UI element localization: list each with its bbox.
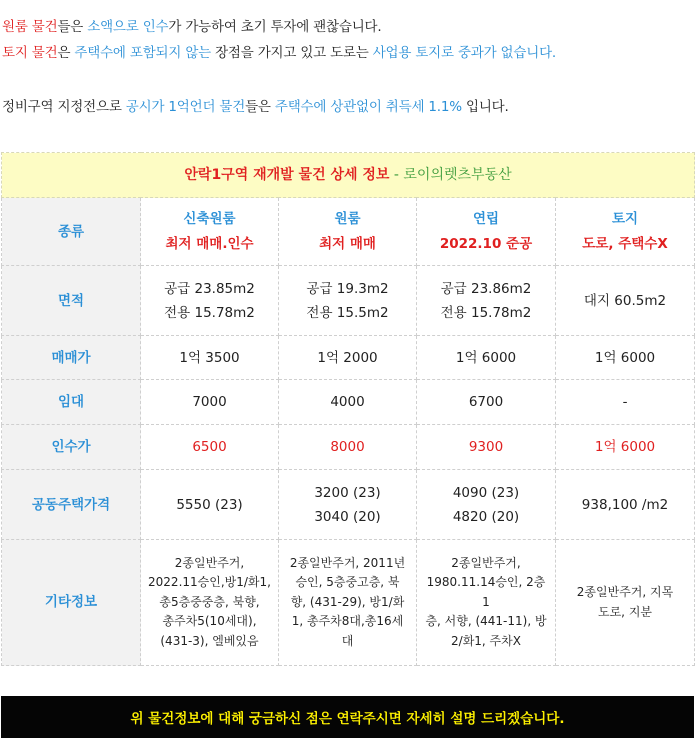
table-row-type [2, 198, 695, 266]
cell-line: 전용 15.5m2 [306, 304, 389, 321]
cell-line: 4820 (20) [452, 508, 520, 525]
table-cell: 1억 6000 [417, 336, 556, 380]
table-cell: 1억 6000 [556, 336, 695, 380]
table-row-rent [2, 380, 695, 425]
cell-line: 향, (431-29), 방1/화 [290, 594, 405, 609]
intro-text [2, 14, 692, 120]
column-header [141, 198, 279, 266]
highlight-text: 주택수에 상관없이 취득세 1.1% [274, 99, 462, 115]
table-cell: 8000 [279, 425, 417, 470]
column-name: 신축원룸 [183, 210, 236, 227]
column-name: 원룸 [334, 210, 361, 227]
cell-line: 2/화1, 주차X [451, 633, 521, 648]
table-cell [279, 266, 417, 336]
table-row-public-price [2, 470, 695, 540]
highlight-text: 토지 물건 [2, 45, 58, 61]
cell-line: 1, 총주차8대,총16세 [291, 614, 404, 629]
highlight-text: 주택수에 포함되지 않는 [74, 45, 211, 61]
table-title [2, 153, 695, 198]
cell-line: 공급 23.86m2 [440, 280, 532, 297]
highlight-text: 공시가 1억언더 물건 [125, 99, 246, 115]
column-note: 최저 매매 [319, 235, 376, 252]
cell-line: 2종일반주거, 지목 [576, 585, 674, 599]
table-cell: 1억 6000 [556, 425, 695, 470]
table-cell [556, 266, 695, 336]
row-label-rent: 임대 [2, 380, 141, 425]
table-row-price [2, 336, 695, 380]
cell-line: 2022.11승인,방1/화1, [148, 575, 271, 590]
property-info-table [1, 152, 695, 666]
cell-line: 대 [341, 633, 354, 648]
highlight-text: 원룸 물건 [2, 19, 58, 35]
highlight-text: 사업용 토지로 중과가 없습니다. [372, 45, 557, 61]
plain-text: 장점을 가지고 있고 도로는 [211, 45, 373, 61]
table-cell [141, 540, 279, 666]
cell-line: 전용 15.78m2 [164, 304, 255, 321]
row-label-takeover: 인수가 [2, 425, 141, 470]
cell-line: 938,100 /m2 [581, 496, 669, 513]
table-cell [141, 266, 279, 336]
row-label-price: 매매가 [2, 336, 141, 380]
cell-line: 4090 (23) [452, 484, 520, 501]
table-cell: 9300 [417, 425, 556, 470]
column-name: 토지 [611, 210, 639, 227]
row-label-public-price: 공동주택가격 [2, 470, 141, 540]
column-header [417, 198, 556, 266]
cell-line: 3040 (20) [314, 508, 381, 525]
table-title-text: 안락1구역 재개발 물건 상세 정보 [184, 167, 390, 183]
table-row-takeover [2, 425, 695, 470]
column-header [279, 198, 417, 266]
row-label-area: 면적 [2, 266, 141, 336]
contact-banner-text: 위 물건정보에 대해 궁금하신 점은 연락주시면 자세히 설명 드리겠습니다. [130, 711, 565, 727]
table-title-source: - 로이의렛츠부동산 [389, 167, 512, 183]
plain-text: 입니다. [461, 99, 509, 115]
table-cell [417, 540, 556, 666]
table-cell [556, 540, 695, 666]
column-note: 2022.10 준공 [439, 235, 533, 252]
table-cell: 4000 [279, 380, 417, 425]
intro-line-1 [2, 14, 692, 40]
plain-text: 들은 [57, 19, 88, 35]
cell-line: 1980.11.14승인, 2층1 [426, 575, 546, 609]
table-cell: 7000 [141, 380, 279, 425]
column-name: 연립 [472, 210, 500, 227]
cell-line: 2종일반주거, [174, 555, 245, 570]
cell-line: 전용 15.78m2 [440, 304, 532, 321]
row-label-type: 종류 [2, 198, 141, 266]
table-cell [279, 540, 417, 666]
cell-line: 총주차5(10세대), [162, 614, 257, 629]
cell-line: 공급 23.85m2 [164, 280, 255, 297]
table-row-etc [2, 540, 695, 666]
plain-text: 들은 [245, 99, 275, 115]
table-cell: 1억 2000 [279, 336, 417, 380]
cell-line: 2종일반주거, [451, 555, 521, 570]
cell-line: 공급 19.3m2 [306, 280, 389, 297]
table-cell [417, 266, 556, 336]
cell-line: 5550 (23) [176, 496, 243, 513]
table-cell [279, 470, 417, 540]
table-cell [556, 470, 695, 540]
table-cell: - [556, 380, 695, 425]
contact-banner [1, 696, 694, 738]
cell-line: 도로, 지분 [598, 604, 652, 619]
plain-text: 정비구역 지정전으로 [2, 99, 126, 115]
plain-text: 은 [57, 45, 75, 61]
table-cell: 6500 [141, 425, 279, 470]
highlight-text: 소액으로 인수 [87, 19, 169, 35]
cell-line: 승인, 5층중고층, 북 [295, 575, 400, 590]
cell-line: 총5층중중층, 북향, [159, 594, 260, 609]
table-cell [141, 470, 279, 540]
table-row-area [2, 266, 695, 336]
table-cell: 1억 3500 [141, 336, 279, 380]
column-note: 도로, 주택수X [582, 235, 668, 252]
cell-line: 층, 서향, (441-11), 방 [425, 614, 547, 629]
cell-line: 3200 (23) [314, 484, 381, 501]
plain-text: 가 가능하여 초기 투자에 괜찮습니다. [168, 19, 382, 35]
row-label-etc: 기타정보 [2, 540, 141, 666]
intro-line-3 [2, 94, 692, 120]
table-cell [417, 470, 556, 540]
column-note: 최저 매매.인수 [165, 235, 254, 252]
table-cell: 6700 [417, 380, 556, 425]
cell-line: 대지 60.5m2 [583, 292, 667, 309]
column-header [556, 198, 695, 266]
cell-line: (431-3), 엘베있음 [160, 633, 259, 648]
intro-line-2 [2, 40, 692, 66]
cell-line: 2종일반주거, 2011년 [289, 555, 406, 570]
